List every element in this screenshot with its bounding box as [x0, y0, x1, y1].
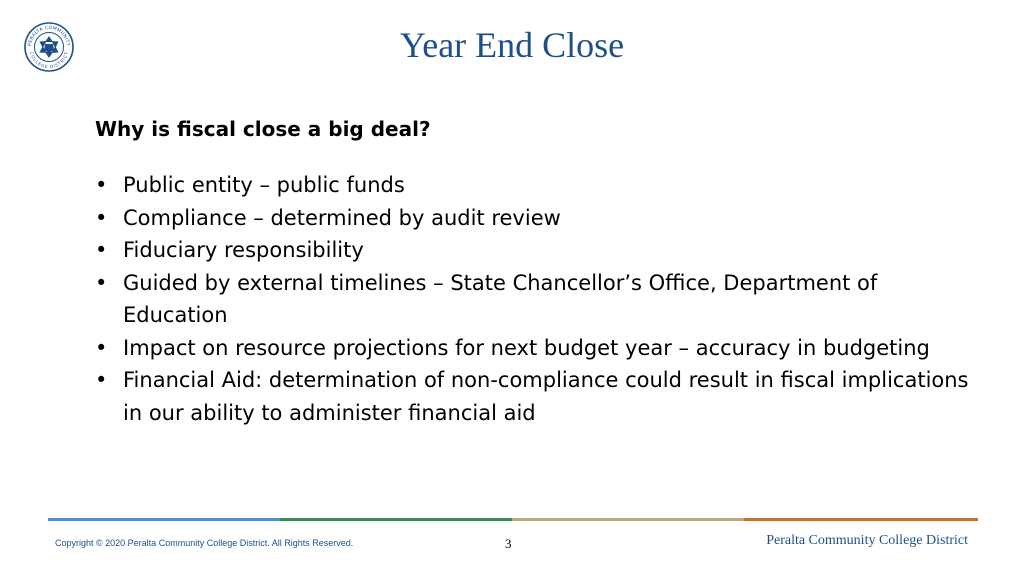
svg-text:PERALTA COMMUNITY: PERALTA COMMUNITY	[27, 25, 71, 47]
svg-text:COLLEGE DISTRICT: COLLEGE DISTRICT	[29, 51, 69, 70]
footer-stripe-blue	[48, 518, 280, 521]
footer-copyright: Copyright © 2020 Peralta Community College District. All Rights Reserved.	[55, 538, 354, 548]
bullet-item: • Fiduciary responsibility	[95, 234, 975, 267]
slide-title: Year End Close	[399, 25, 625, 65]
footer-stripe-orange	[744, 518, 978, 521]
footer-stripe-green	[280, 518, 512, 521]
slide-question: Why is fiscal close a big deal?	[95, 117, 431, 141]
bullet-item: • Financial Aid: determination of non-compliance could result in fiscal implications in our ability to administer financial aid	[95, 364, 975, 429]
bullet-item: • Public entity – public funds	[95, 169, 975, 202]
bullet-item: • Guided by external timelines – State Chancellor’s Office, Department of Education	[95, 267, 975, 332]
footer-stripe-tan	[512, 518, 744, 521]
bullet-list	[95, 169, 975, 429]
slide-content	[95, 115, 975, 429]
page-number: 3	[505, 536, 512, 551]
bullet-item: • Impact on resource projections for next budget year – accuracy in budgeting	[95, 332, 975, 365]
footer-organization: Peralta Community College District	[766, 533, 968, 548]
bullet-item: • Compliance – determined by audit review	[95, 202, 975, 235]
